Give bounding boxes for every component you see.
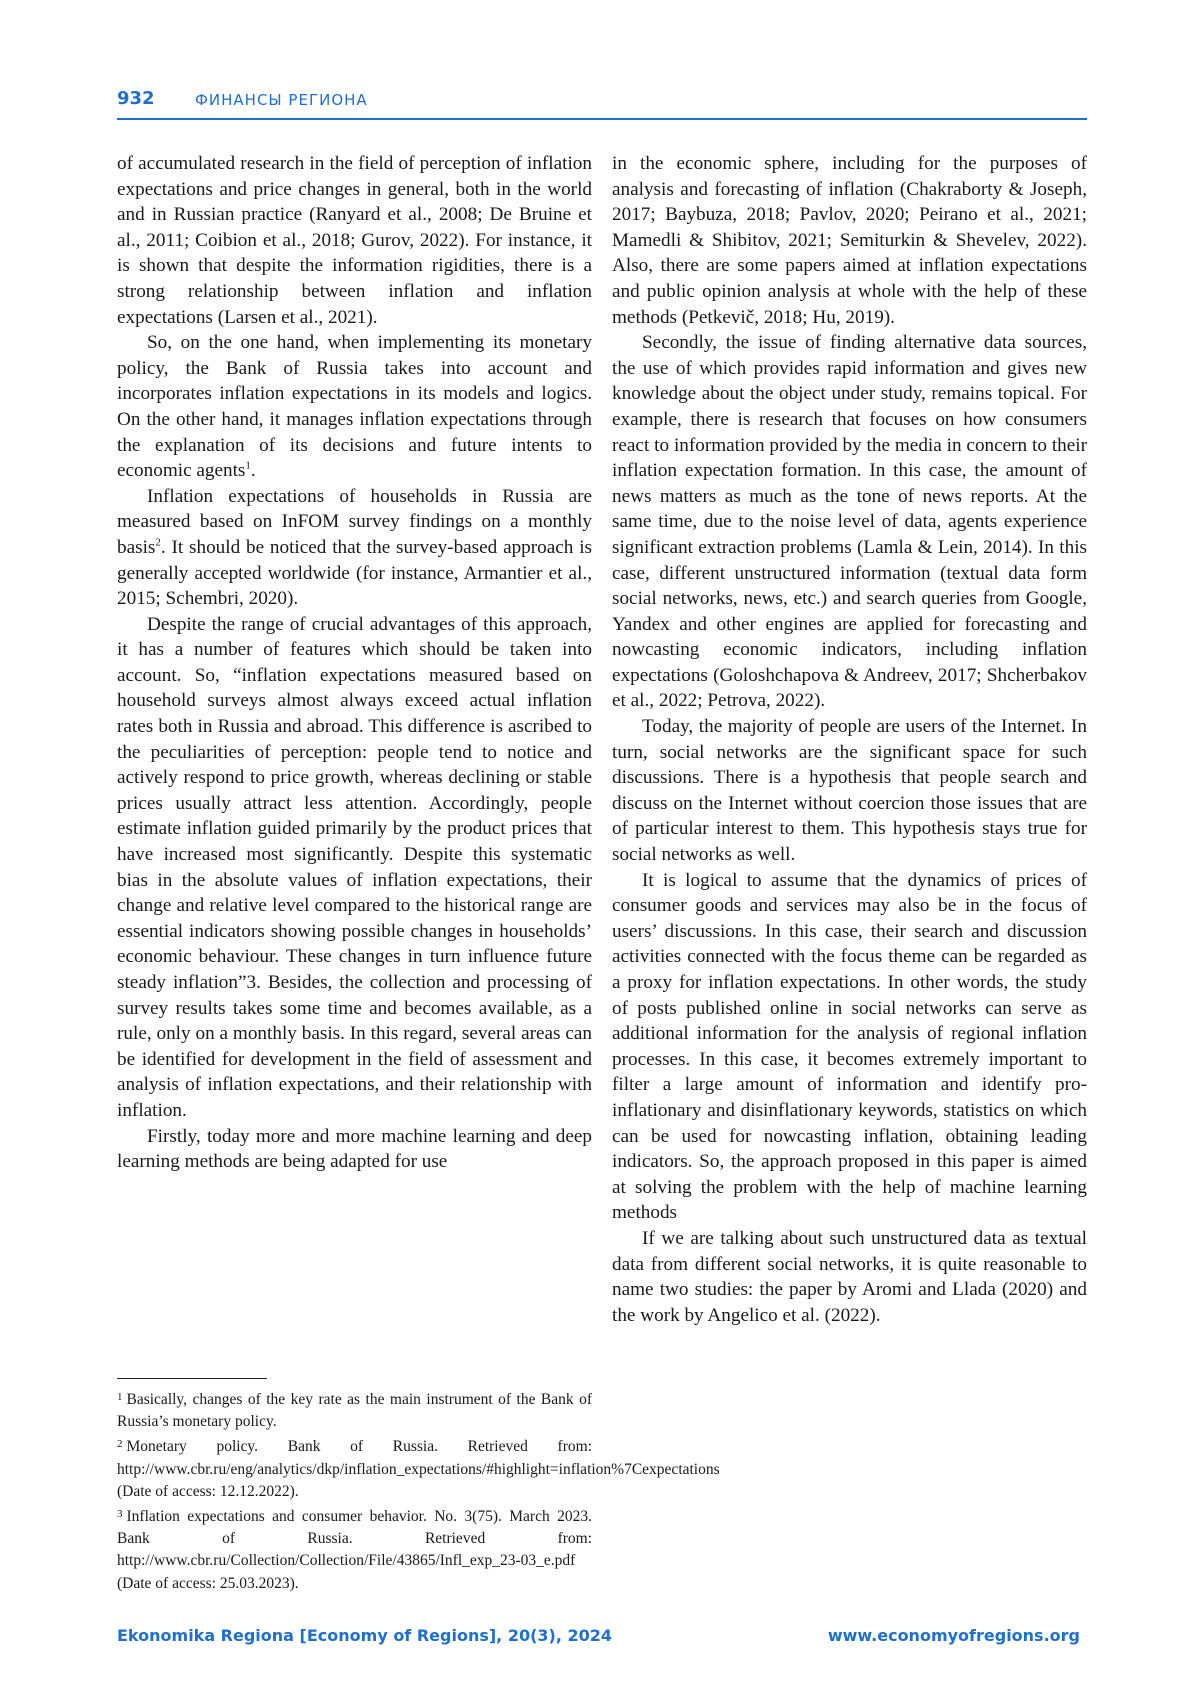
footnote-ref-1[interactable]: 1 [245, 459, 251, 472]
footer-citation: Ekonomika Regiona [Economy of Regions], 20(3), 2024 [117, 1626, 613, 1645]
right-paragraph-5: If we are talking about such unstructured data as textual data from different social networks, it is quite reasonable to name two studies: the paper by Aromi and Llada (2020) and the work by Angelico et al. (2022). [612, 1227, 1087, 1326]
right-paragraph-2: Secondly, the issue of finding alternative data sources, the use of which provides rapid information and gives new knowledge about the object under study, remains topical. For example, there is research that focuses on how consumers react to information provided by the media in concern to their inflation expectation formation. In this case, the amount of news matters as much as the tone of news reports. At the same time, due to the noise level of data, agents experience significant extraction problems (Lamla & Lein, 2014). In this case, different unstructured information (textual data form social networks, news, etc.) and search queries from Google, Yandex and other engines are applied for forecasting and nowcasting economic indicators, including inflation expectations (Goloshchapova & Andreev, 2017; Shcherbakov et al., 2022; Petrova, 2022). [612, 332, 1087, 712]
left-paragraph-2-text: So, on the one hand, when implementing its monetary policy, the Bank of Russia takes into account and incorporates inflation expectations in its models and logics. On the other hand, it manages inflation expectations through the explanation of its decisions and future intents to economic agents [117, 332, 592, 482]
footnote-3 [117, 1503, 592, 1595]
left-paragraph-1: of accumulated research in the field of perception of inflation expectations and price changes in general, both in the world and in Russian practice (Ranyard et al., 2008; De Bruine et al., 2011; Coibion et al., 2018; Gurov, 2022). For instance, it is shown that despite the information rigidities, there is a strong relationship between inflation and inflation expectations (Larsen et al., 2021). [117, 153, 592, 328]
right-paragraph-1: in the economic sphere, including for the purposes of analysis and forecasting of inflation (Chakraborty & Joseph, 2017; Baybuza, 2018; Pavlov, 2020; Peirano et al., 2021; Mamedli & Shibitov, 2021; Semiturkin & Shevelev, 2022). Also, there are some papers aimed at inflation expectations and public opinion analysis at whole with the help of these methods (Petkevič, 2018; Hu, 2019). [612, 153, 1087, 328]
left-paragraph-4: Despite the range of crucial advantages of this approach, it has a number of features which should be taken into account. So, “inflation expectations measured based on household surveys almost always exceed actual inflation rates both in Russia and abroad. This difference is ascribed to the peculiarities of perception: people tend to notice and actively respond to price growth, whereas declining or stable prices usually attract less attention. Accordingly, people estimate inflation guided primarily by the product prices that have increased most significantly. Despite this systematic bias in the absolute values of inflation expectations, their change and relative level compared to the historical range are essential indicators showing possible changes in households’ economic behaviour. These changes in turn influence future steady inflation”3. Besides, the collection and processing of survey results takes some time and becomes available, as a rule, only on a monthly basis. In this regard, several areas can be identified for development in the field of assessment and analysis of inflation expectations, and their relationship with inflation. [117, 613, 592, 1121]
page-header [117, 84, 1087, 120]
footnote-rule [117, 1378, 267, 1379]
running-title: ФИНАНСЫ РЕГИОНА [195, 91, 368, 109]
footnote-ref-2[interactable]: 2 [155, 536, 161, 549]
footnotes [117, 1386, 720, 1595]
left-column [117, 151, 592, 1175]
left-paragraph-3 [117, 484, 592, 612]
header-rule [117, 118, 1087, 120]
right-paragraph-3: Today, the majority of people are users of the Internet. In turn, social networks are the significant space for such discussions. There is a hypothesis that people search and discuss on the Internet without coercion those issues that are of particular interest to them. This hypothesis stays true for social networks as well. [612, 716, 1087, 866]
left-paragraph-2 [117, 330, 592, 484]
left-paragraph-3-text-b: . It should be noticed that the survey-based approach is generally accepted worldwide (for instance, Armantier et al., 2015; Schembri, 2020). [117, 536, 592, 610]
footnote-text: Basically, changes of the key rate as the main instrument of the Bank of Russia’s monetary policy. [117, 1391, 592, 1431]
footer-website-link[interactable]: www.economyofregions.org [827, 1626, 1080, 1645]
left-paragraph-5: Firstly, today more and more machine learning and deep learning methods are being adapted for use [117, 1125, 592, 1173]
footnote-text: Inflation expectations and consumer behavior. No. 3(75). March 2023. Bank of Russia. Retrieved from: http://www.cbr.ru/Collection/Collection/File/43865/Infl_exp_23-03_e.pdf (Date of access: 25.03.2023). [117, 1508, 592, 1592]
footnote-text: Monetary policy. Bank of Russia. Retrieved from: http://www.cbr.ru/eng/analytics/dkp/inflation_expectations/#highlight=inflation%7Cexpectations (Date of access: 12.12.2022). [117, 1438, 720, 1500]
footnote-number: 2 [117, 1438, 123, 1451]
page-number: 932 [117, 88, 155, 109]
left-paragraph-2-end: . [250, 460, 256, 482]
footnote-number: 3 [117, 1508, 123, 1521]
footnote-number: 1 [117, 1391, 123, 1403]
right-column [612, 151, 1087, 1328]
right-paragraph-4: It is logical to assume that the dynamics of prices of consumer goods and services may also be in the focus of users’ discussions. In this case, their search and discussion activities connected with the focus theme can be regarded as a proxy for inflation expectations. In other words, the study of posts published online in social networks can serve as additional information for the analysis of regional inflation processes. In this case, it becomes extremely important to filter a large amount of information and identify pro-inflationary and disinflationary keywords, statistics on which can be used for nowcasting inflation, obtaining leading indicators. So, the approach proposed in this paper is aimed at solving the problem with the help of machine learning methods [612, 869, 1087, 1224]
left-paragraph-3-text-a: Inflation expectations of households in Russia are measured based on InFOM survey findings on a monthly basis [117, 485, 592, 558]
footnote-2 [117, 1433, 720, 1503]
footnote-1 [117, 1386, 592, 1433]
